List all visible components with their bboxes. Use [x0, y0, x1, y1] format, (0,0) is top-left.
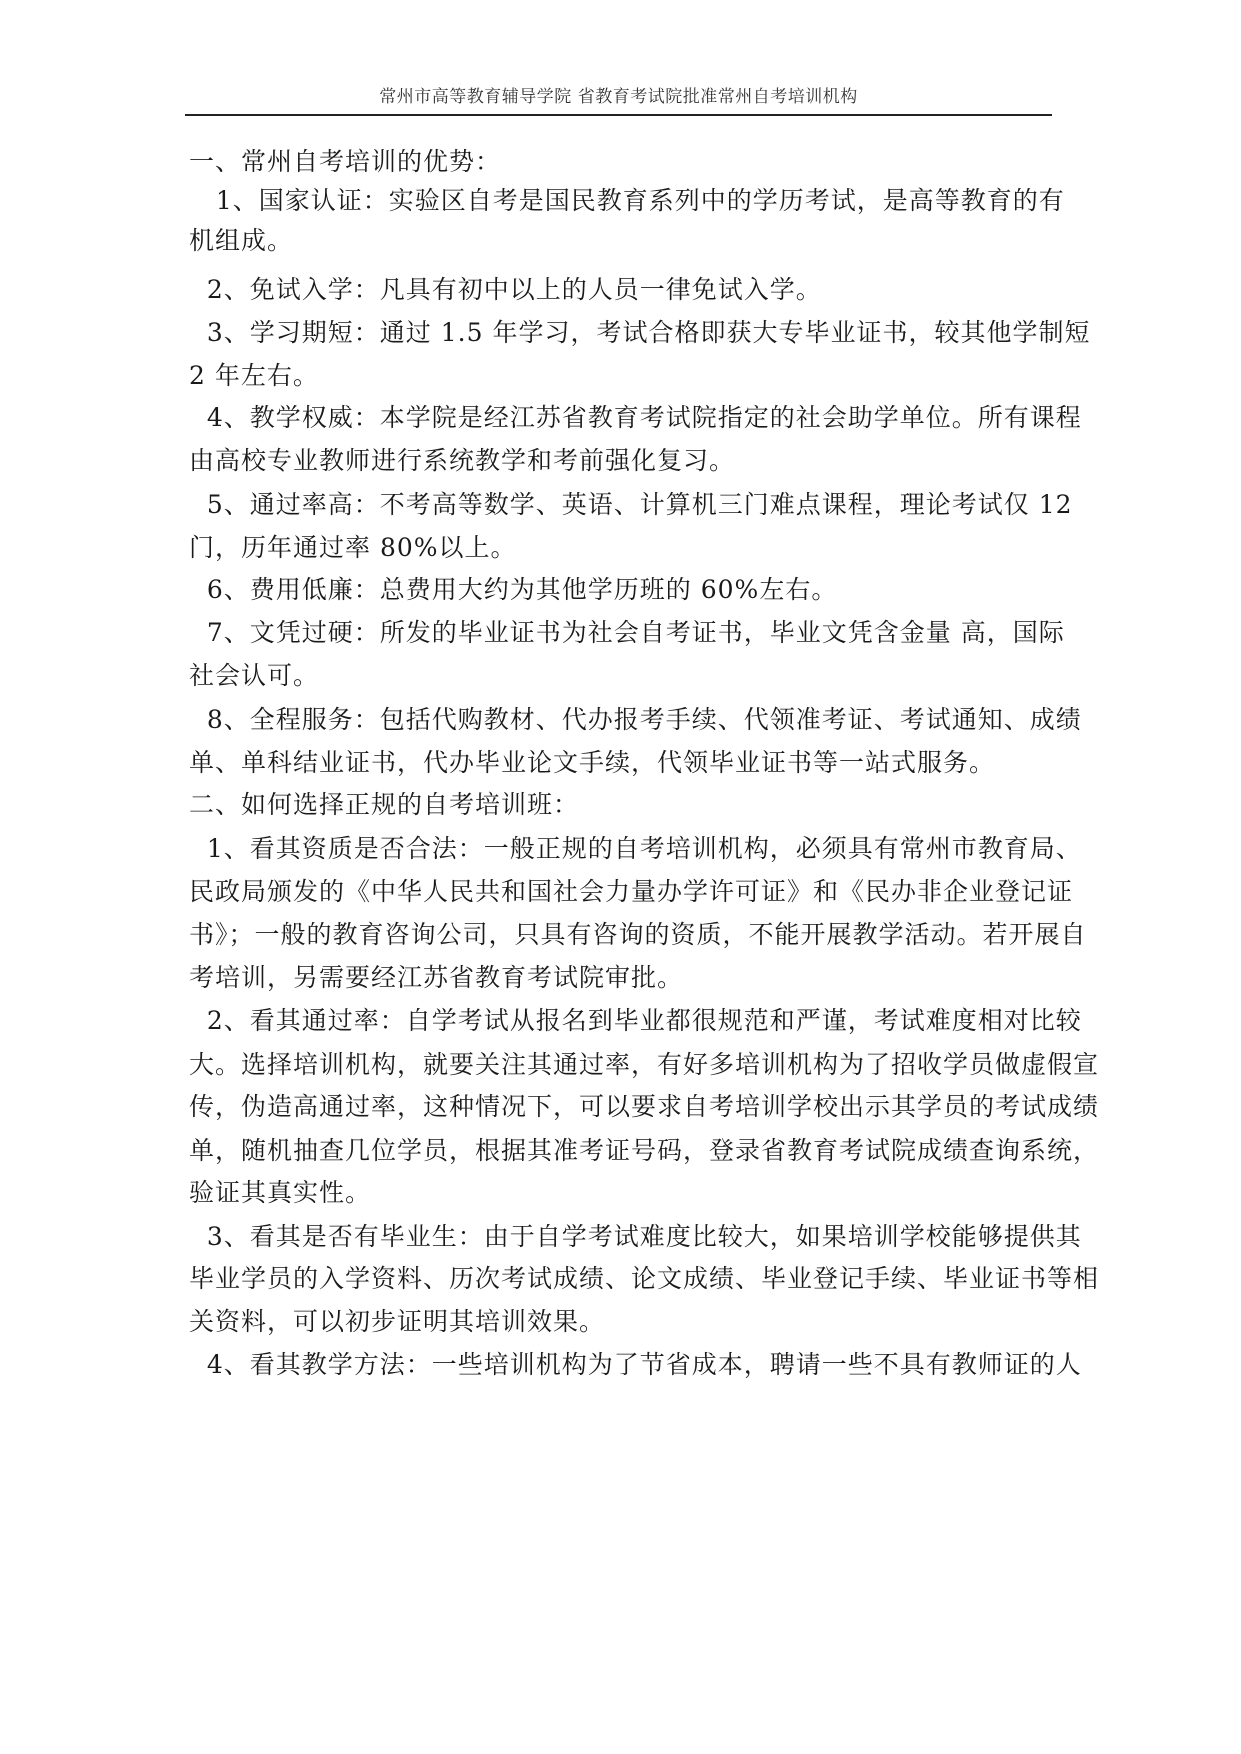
text-line: 考培训，另需要经江苏省教育考试院审批。: [189, 963, 684, 992]
text-line: 由高校专业教师进行系统教学和考前强化复习。: [189, 446, 736, 475]
page-header: [185, 86, 1052, 116]
text-line: 3、学习期短：通过 1.5 年学习，考试合格即获大专毕业证书，较其他学制短: [189, 318, 1091, 347]
text-line: 2 年左右。: [189, 361, 319, 390]
text-line: 1、看其资质是否合法：一般正规的自考培训机构，必须具有常州市教育局、: [189, 834, 1082, 863]
text-line: 单，随机抽查几位学员，根据其准考证号码，登录省教育考试院成绩查询系统，: [189, 1136, 1100, 1165]
text-line: 4、教学权威：本学院是经江苏省教育考试院指定的社会助学单位。所有课程: [189, 403, 1082, 432]
text-line: 8、全程服务：包括代购教材、代办报考手续、代领准考证、考试通知、成绩: [189, 705, 1082, 734]
text-line: 7、文凭过硬：所发的毕业证书为社会自考证书，毕业文凭含金量 高，国际: [189, 618, 1065, 647]
text-line: 1、国家认证：实验区自考是国民教育系列中的学历考试，是高等教育的有: [189, 186, 1065, 215]
text-line: 2、看其通过率：自学考试从报名到毕业都很规范和严谨，考试难度相对比较: [189, 1006, 1082, 1035]
text-line: 书》；一般的教育咨询公司，只具有咨询的资质，不能开展教学活动。若开展自: [189, 920, 1087, 949]
text-line: 验证其真实性。: [189, 1178, 372, 1207]
text-line: 4、看其教学方法：一些培训机构为了节省成本，聘请一些不具有教师证的人: [189, 1350, 1082, 1379]
text-line: 社会认可。: [189, 661, 320, 690]
text-line: 2、免试入学：凡具有初中以上的人员一律免试入学。: [189, 275, 822, 304]
text-line: 毕业学员的入学资料、历次考试成绩、论文成绩、毕业登记手续、毕业证书等相: [189, 1264, 1100, 1293]
text-line: 5、通过率高：不考高等数学、英语、计算机三门难点课程，理论考试仅 12: [189, 490, 1073, 519]
text-line: 3、看其是否有毕业生：由于自学考试难度比较大，如果培训学校能够提供其: [189, 1222, 1082, 1251]
header-text: 常州市高等教育辅导学院 省教育考试院批准常州自考培训机构: [379, 87, 858, 107]
text-line: 关资料，可以初步证明其培训效果。: [189, 1307, 606, 1336]
text-line: 民政局颁发的《中华人民共和国社会力量办学许可证》和《民办非企业登记证: [189, 877, 1074, 906]
header-rule: [185, 114, 1052, 116]
text-line: 大。选择培训机构，就要关注其通过率，有好多培训机构为了招收学员做虚假宣: [189, 1050, 1100, 1079]
text-line: 门，历年通过率 80%以上。: [189, 533, 517, 562]
section-heading-1: 一、常州自考培训的优势：: [189, 147, 502, 176]
text-line: 机组成。: [189, 226, 294, 255]
section-heading-2: 二、如何选择正规的自考培训班：: [189, 790, 580, 819]
text-line: 传，伪造高通过率，这种情况下，可以要求自考培训学校出示其学员的考试成绩: [189, 1092, 1100, 1121]
text-line: 单、单科结业证书，代办毕业论文手续，代领毕业证书等一站式服务。: [189, 748, 996, 777]
text-line: 6、费用低廉：总费用大约为其他学历班的 60%左右。: [189, 575, 838, 604]
